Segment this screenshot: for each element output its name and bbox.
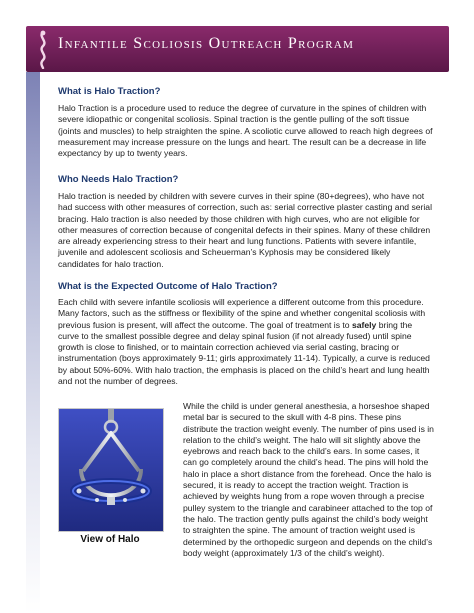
program-title: Infantile Scoliosis Outreach Program bbox=[58, 35, 355, 52]
figure-caption: View of Halo bbox=[80, 534, 140, 545]
section-heading-what-is: What is Halo Traction? bbox=[58, 86, 161, 97]
halo-procedure-description: While the child is under general anesthesia, a horseshoe shaped metal bar is secured to the skull with 4-8 pins. These pins distribute the traction weight evenly. The number of pins used is in relation to the child’s weight. The halo will sit slightly above the eyebrows and reach back to the child’s ears. In some cases, it can go completely around the child’s head. The pins will hold the halo in place a short distance from the forehead. Once the halo is secured, it is ready to accept the traction weight. Traction is achieved by weights hung from a rope woven through a precise pulley system to the triangle and carabineer attached to the top of the halo. The traction gently pulls against the child’s body weight to straighten the spine. The amount of traction weight used is determined by the orthopedic surgeon and depends on the child’s body weight (approximately 1/3 of the child’s weight). bbox=[183, 401, 434, 558]
section-body-expected-outcome bbox=[58, 297, 434, 387]
sidebar-gradient-bar bbox=[26, 72, 40, 613]
section-body-who-needs: Halo traction is needed by children with severe curves in their spine (80+degrees), who have not had success with other measures of correction, such as: serial corrective plaster casting and serial bracing. Halo traction is also needed by those children with high curves, who are not eligible for other measures of correction because of congenital defects in their spines. Many of these children are already experiencing stress to their heart and lung functions. Patients with severe infantile, juvenile and adolescent scoliosis and Scheuerman’s Kyphosis may be considered likely candidates for halo traction. bbox=[58, 191, 432, 269]
outcome-text-emphasis: safely bbox=[351, 319, 377, 330]
program-header-banner bbox=[26, 26, 449, 72]
halo-photo bbox=[58, 408, 164, 532]
section-body-what-is: Halo Traction is a procedure used to reduce the degree of curvature in the spines of children with severe idiopathic or congenital scoliosis. Spinal traction is the gentle pulling of the soft tissue (joints and muscles) to help straighten the spine. A scoliotic curve allowed to reach high degrees of measurement may increase pressure on the lungs and heart. The result can be a decrease in life expectancy by up to twenty years. bbox=[58, 103, 433, 159]
section-heading-expected-outcome: What is the Expected Outcome of Halo Traction? bbox=[58, 281, 278, 292]
outcome-text-start: Each child with severe infantile scoliosis will experience a different outcome from this procedure. Many factors, such as the stiffness or flexibility of the spine and whether congenital scoliosis with previous fusion is present, will affect the outcome. The goal of treatment is to bbox=[58, 297, 426, 330]
section-heading-who-needs: Who Needs Halo Traction? bbox=[58, 174, 179, 185]
outcome-text-end: bring the curve to the smallest possible degree and delay spinal fusion (if not already fused) until spine growth is close to finished, or to maintain correction achieved via serial casting, bracing or instrumentation (boys approximately 9-11; girls approximately 11-14). Typically, a curve is reduced by about 50%-60%. With halo traction, the emphasis is placed on the child’s heart and lung health and not the number of degrees. bbox=[58, 319, 430, 387]
ribbon-logo-icon bbox=[32, 29, 54, 69]
halo-device-icon bbox=[59, 409, 163, 531]
